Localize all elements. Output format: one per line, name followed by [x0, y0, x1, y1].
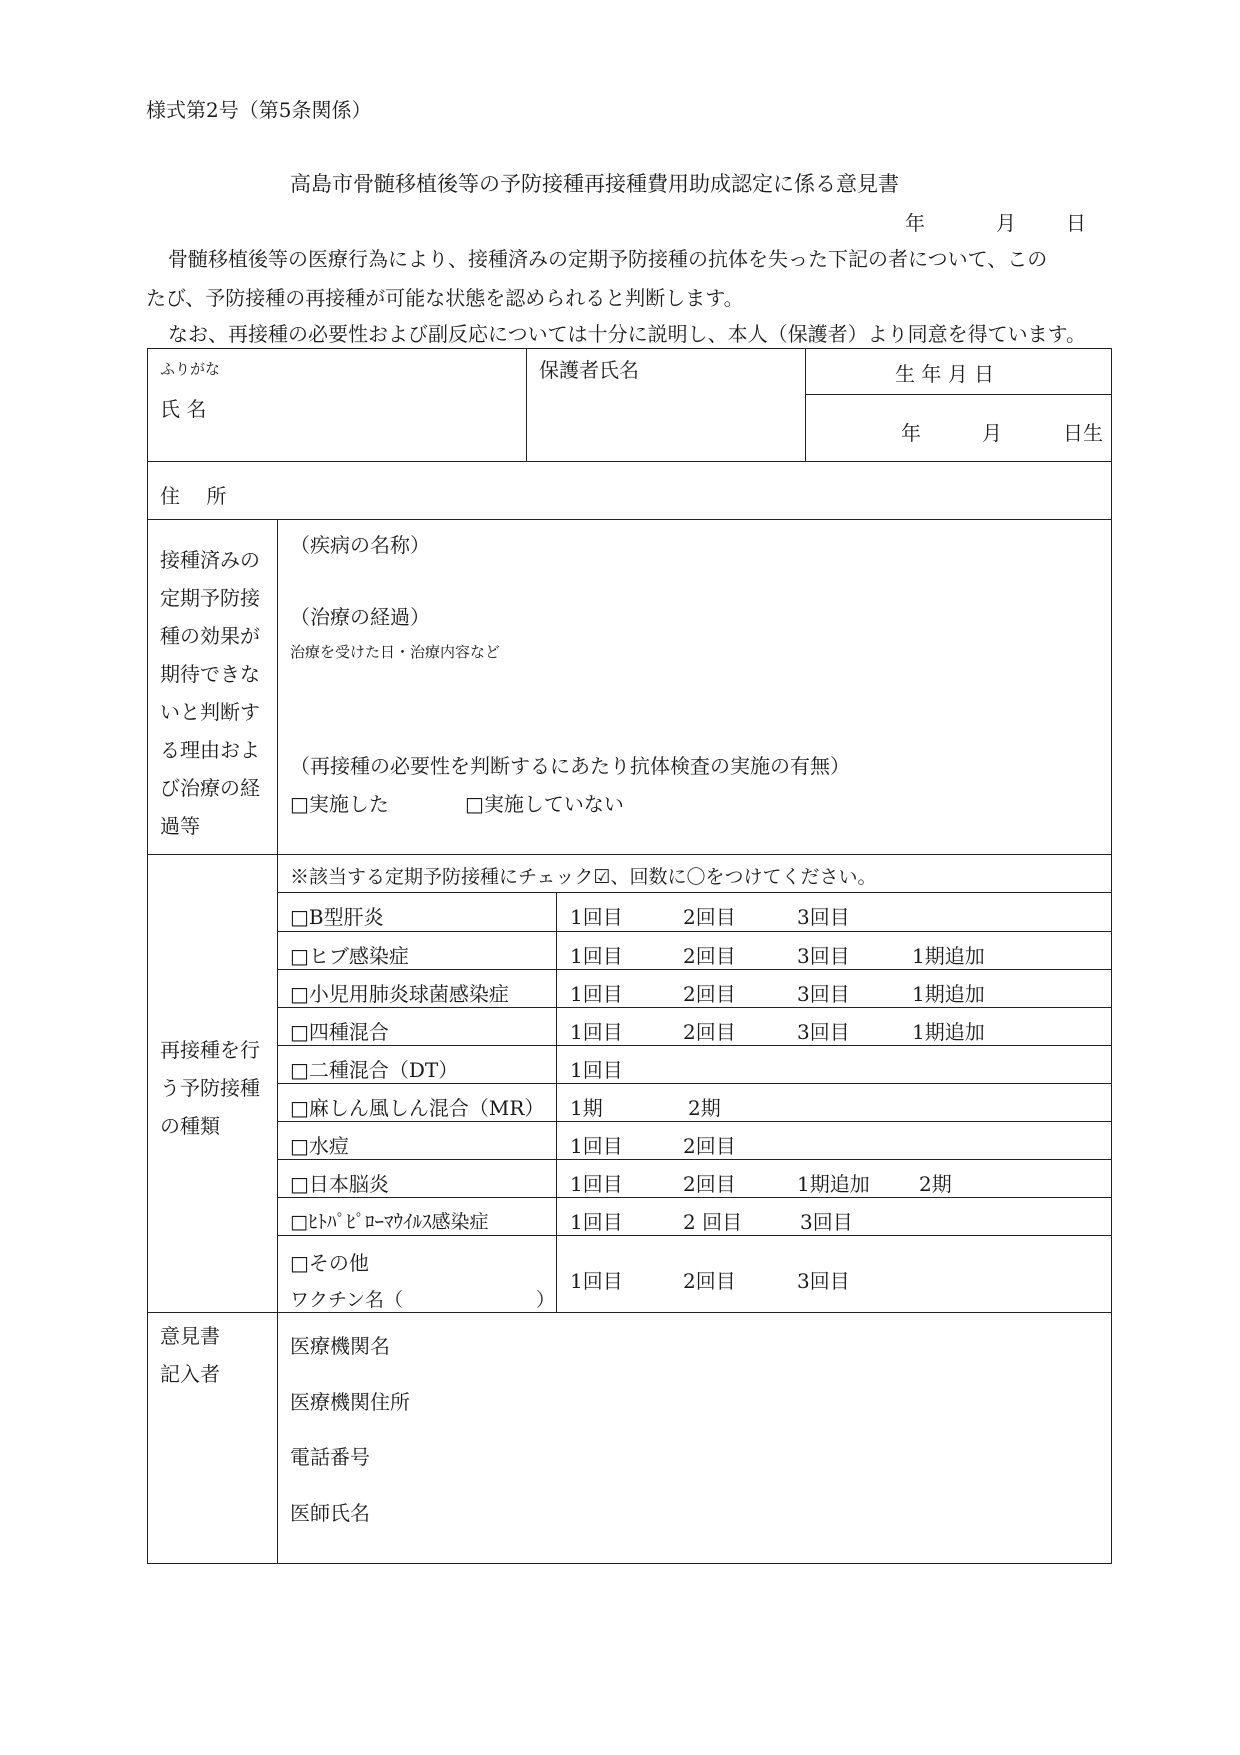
vaccine-checkbox-pneumococcal[interactable]: □小児用肺炎球菌感染症 [290, 982, 509, 1006]
dose-option[interactable]: 1回目 [570, 1210, 623, 1234]
antibody-done-checkbox[interactable]: □実施した [290, 792, 389, 816]
dose-option[interactable]: 1期追加 [797, 1172, 870, 1196]
dose-option[interactable]: 1期追加 [912, 1020, 985, 1044]
dose-option[interactable]: 1期追加 [912, 944, 985, 968]
reason-label-line: 期待できな [160, 662, 260, 686]
vaccine-checkbox-varicella[interactable]: □水痘 [290, 1134, 349, 1158]
date-year: 年 [905, 211, 925, 235]
dose-option[interactable]: 3回目 [797, 944, 850, 968]
vaccine-label-line: の種類 [160, 1114, 220, 1138]
furigana-label: ふりがな [160, 360, 221, 378]
dose-option[interactable]: 3回目 [797, 1269, 850, 1293]
intro-line-1: 骨髄移植後等の医療行為により、接種済みの定期予防接種の抗体を失った下記の者について、この [168, 247, 1048, 271]
reason-label-line: び治療の経 [160, 776, 260, 800]
reason-label-line: いと判断す [160, 700, 260, 724]
vaccine-checkbox-dt[interactable]: □二種混合（DT） [290, 1058, 459, 1082]
dose-option[interactable]: 1回目 [570, 1269, 623, 1293]
birth-month-label: 月 [982, 421, 1002, 445]
document-title: 高島市骨髄移植後等の予防接種再接種費用助成認定に係る意見書 [290, 172, 899, 196]
reason-label-line: 種の効果が [160, 624, 260, 648]
dose-option[interactable]: 1期 [570, 1096, 603, 1120]
dose-option[interactable]: 2回目 [683, 1134, 736, 1158]
reason-label-line: る理由およ [160, 738, 260, 762]
dose-option[interactable]: 2期 [919, 1172, 952, 1196]
vaccine-checkbox-hpv[interactable]: □ﾋﾄﾊﾟﾋﾟﾛｰﾏｳｲﾙｽ感染症 [290, 1211, 489, 1233]
vaccine-checkbox-mr[interactable]: □麻しん風しん混合（MR） [290, 1096, 545, 1120]
date-day: 日 [1066, 211, 1086, 235]
treatment-course-label: （治療の経過） [290, 605, 430, 629]
vaccine-checkbox-other[interactable]: □その他 [290, 1251, 369, 1275]
dose-option[interactable]: 2回目 [683, 1020, 736, 1044]
dose-option[interactable]: 2期 [688, 1096, 721, 1120]
dose-option[interactable]: 3回目 [797, 1020, 850, 1044]
vaccine-instruction: ※該当する定期予防接種にチェック☑、回数に〇をつけてください。 [290, 866, 877, 888]
address-label: 住 所 [160, 484, 227, 508]
form-number: 様式第2号（第5条関係） [146, 98, 372, 122]
intro-line-2: たび、予防接種の再接種が可能な状態を認められると判断します。 [146, 286, 744, 310]
reason-label-line: 過等 [160, 814, 200, 838]
dose-option[interactable]: 1回目 [570, 944, 623, 968]
dose-option[interactable]: 1回目 [570, 905, 623, 929]
phone-number-label: 電話番号 [290, 1445, 370, 1469]
dose-option[interactable]: 2回目 [683, 1172, 736, 1196]
dose-option[interactable]: 2回目 [683, 1269, 736, 1293]
birth-year-label: 年 [901, 421, 921, 445]
dose-option[interactable]: 1回目 [570, 982, 623, 1006]
doctor-name-label: 医師氏名 [290, 1501, 370, 1525]
treatment-note: 治療を受けた日・治療内容など [290, 643, 501, 661]
reason-label-line: 接種済みの [160, 548, 260, 572]
reason-label-line: 定期予防接 [160, 586, 260, 610]
dose-option[interactable]: 1回目 [570, 1134, 623, 1158]
vaccine-checkbox-dpt-ipv[interactable]: □四種混合 [290, 1020, 389, 1044]
dose-option[interactable]: 2 回目 [683, 1210, 743, 1234]
dose-option[interactable]: 3回目 [800, 1210, 853, 1234]
name-label: 氏 名 [160, 397, 207, 421]
vaccine-checkbox-hepatitis-b[interactable]: □B型肝炎 [290, 905, 384, 929]
dose-option[interactable]: 1期追加 [912, 982, 985, 1006]
vaccine-label-line: う予防接種 [160, 1076, 260, 1100]
vaccine-label-line: 再接種を行 [160, 1038, 260, 1062]
dose-option[interactable]: 1回目 [570, 1058, 623, 1082]
date-month: 月 [996, 211, 1016, 235]
dose-option[interactable]: 1回目 [570, 1020, 623, 1044]
birth-day-label: 日生 [1063, 421, 1103, 445]
writer-label-line: 意見書 [160, 1324, 220, 1348]
intro-line-3: なお、再接種の必要性および副反応については十分に説明し、本人（保護者）より同意を得ています。 [168, 322, 1086, 346]
dose-option[interactable]: 1回目 [570, 1172, 623, 1196]
dose-option[interactable]: 3回目 [797, 905, 850, 929]
guardian-name-label: 保護者氏名 [539, 358, 639, 382]
vaccine-checkbox-japanese-encephalitis[interactable]: □日本脳炎 [290, 1172, 389, 1196]
institution-name-label: 医療機関名 [290, 1334, 390, 1358]
antibody-not-done-checkbox[interactable]: □実施していない [465, 792, 624, 816]
dose-option[interactable]: 2回目 [683, 944, 736, 968]
institution-address-label: 医療機関住所 [290, 1390, 410, 1414]
disease-name-label: （疾病の名称） [290, 533, 430, 557]
dose-option[interactable]: 3回目 [797, 982, 850, 1006]
other-vaccine-name-field[interactable]: ワクチン名（ ） [290, 1289, 556, 1311]
birthdate-label: 生 年 月 日 [895, 362, 995, 386]
writer-label-line: 記入者 [160, 1362, 220, 1386]
dose-option[interactable]: 2回目 [683, 982, 736, 1006]
antibody-test-label: （再接種の必要性を判断するにあたり抗体検査の実施の有無） [290, 754, 850, 778]
vaccine-checkbox-hib[interactable]: □ヒブ感染症 [290, 944, 409, 968]
dose-option[interactable]: 2回目 [683, 905, 736, 929]
